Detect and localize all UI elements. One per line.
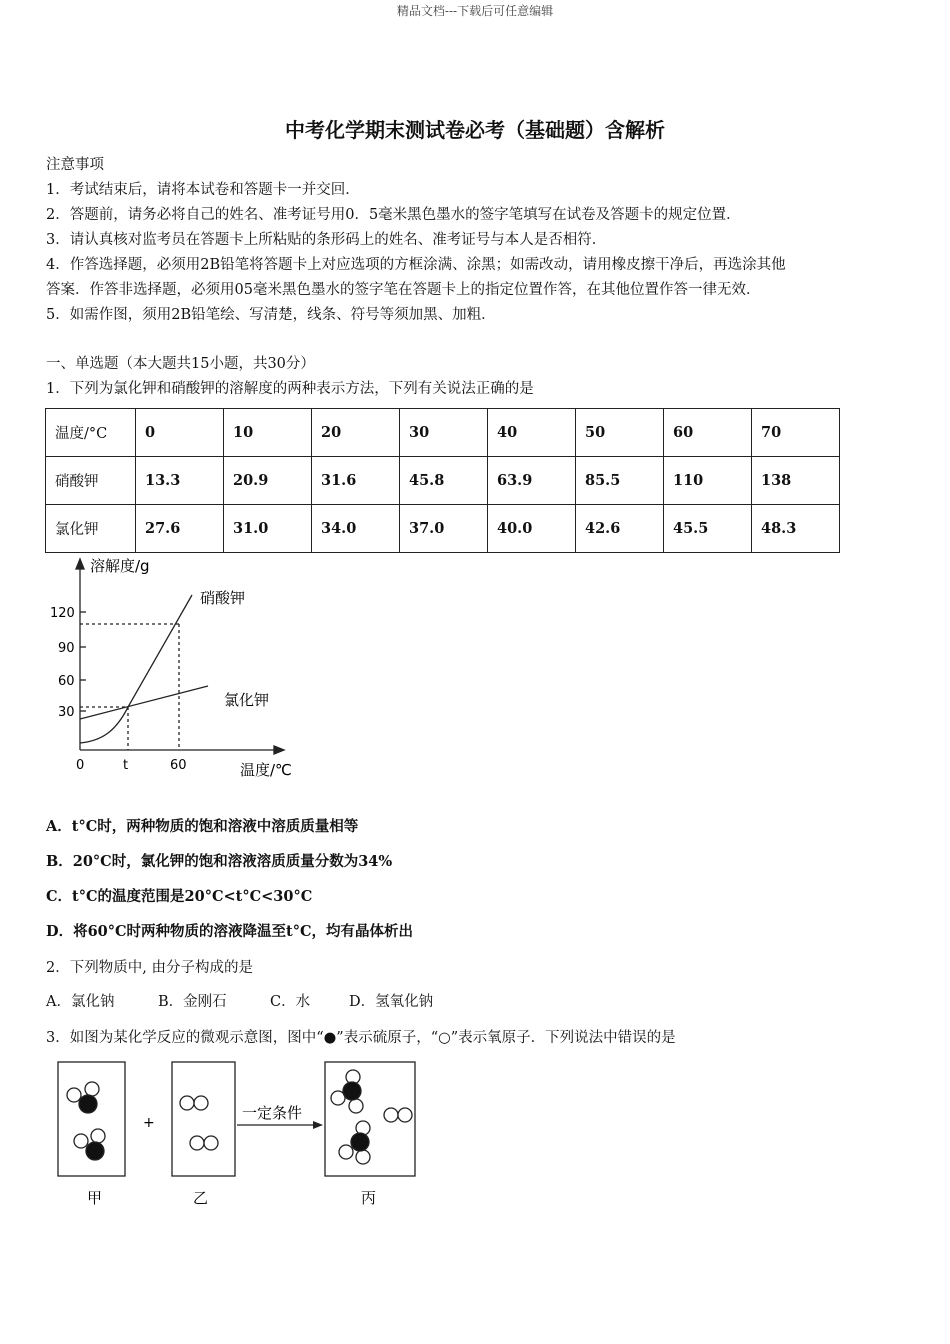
table-cell: 85.5 xyxy=(576,457,664,505)
notice-item: 3．请认真核对监考员在答题卡上所粘贴的条形码上的姓名、准考证号与本人是否相符． xyxy=(46,232,607,248)
question-2-option-b: B．金刚石 xyxy=(158,994,227,1010)
y-tick-label: 60 xyxy=(58,674,75,689)
solubility-table xyxy=(45,408,840,553)
question-3-stem: 3．如图为某化学反应的微观示意图，图中“●”表示硫原子，“○”表示氧原子．下列说法中错误的是 xyxy=(46,1030,676,1046)
y-axis-arrow xyxy=(76,559,84,569)
label-bing: 丙 xyxy=(361,1189,377,1207)
oxygen-atom xyxy=(180,1096,194,1110)
label-yi: 乙 xyxy=(193,1189,209,1207)
condition-label: 一定条件 xyxy=(242,1104,303,1122)
oxygen-atom xyxy=(85,1082,99,1096)
plus-sign: + xyxy=(143,1115,155,1131)
oxygen-atom xyxy=(339,1145,353,1159)
table-cell: 31.0 xyxy=(224,505,312,553)
notice-item: 1．考试结束后，请将本试卷和答题卡一并交回． xyxy=(46,182,360,198)
option-d: D．将60°C时两种物质的溶液降温至t°C，均有晶体析出 xyxy=(46,923,414,940)
table-cell: 70 xyxy=(752,409,840,457)
table-cell: 40 xyxy=(488,409,576,457)
option-b: B．20°C时，氯化钾的饱和溶液溶质质量分数为34% xyxy=(46,853,393,870)
option-c: C．t°C的温度范围是20°C<t°C<30°C xyxy=(46,888,313,905)
y-tick-label: 30 xyxy=(58,705,75,720)
x-axis-arrow xyxy=(274,746,284,754)
table-row xyxy=(46,505,840,553)
oxygen-atom xyxy=(349,1099,363,1113)
table-cell: 60 xyxy=(664,409,752,457)
reaction-arrowhead xyxy=(313,1121,323,1129)
notice-item: 答案．作答非选择题，必须用05毫米黑色墨水的签字笔在答题卡上的指定位置作答，在其他位置作答一律无效． xyxy=(46,282,761,298)
table-cell: 138 xyxy=(752,457,840,505)
table-cell: 45.5 xyxy=(664,505,752,553)
question-2-option-d: D．氢氧化钠 xyxy=(349,994,434,1010)
x-axis-label: 温度/℃ xyxy=(240,761,292,779)
table-cell: 31.6 xyxy=(312,457,400,505)
notice-item: 4．作答选择题，必须用2B铅笔将答题卡上对应选项的方框涂满、涂黑；如需改动，请用橡皮擦干净后，再选涂其他 xyxy=(46,257,786,273)
x-tick-label: 0 xyxy=(76,758,85,773)
oxygen-atom xyxy=(356,1150,370,1164)
table-cell: 30 xyxy=(400,409,488,457)
oxygen-atom xyxy=(384,1108,398,1122)
oxygen-atom xyxy=(67,1088,81,1102)
table-cell: 硝酸钾 xyxy=(46,457,136,505)
table-cell: 氯化钾 xyxy=(46,505,136,553)
solubility-graph xyxy=(40,555,310,785)
table-row xyxy=(46,409,840,457)
table-cell: 20 xyxy=(312,409,400,457)
table-cell: 110 xyxy=(664,457,752,505)
oxygen-atom xyxy=(74,1134,88,1148)
oxygen-atom xyxy=(91,1129,105,1143)
notice-item: 2．答题前，请务必将自己的姓名、准考证号用0．5毫米黑色墨水的签字笔填写在试卷及答题卡的规定位置． xyxy=(46,207,741,223)
table-cell: 63.9 xyxy=(488,457,576,505)
table-cell: 0 xyxy=(136,409,224,457)
sulfur-atom xyxy=(351,1133,369,1151)
table-cell: 45.8 xyxy=(400,457,488,505)
y-tick-label: 90 xyxy=(58,641,75,656)
sulfur-atom xyxy=(79,1095,97,1113)
x-tick-label: t xyxy=(123,758,129,773)
notice-heading: 注意事项 xyxy=(46,157,104,173)
question-2-option-a: A．氯化钠 xyxy=(46,994,115,1010)
question-1-stem: 1．下列为氯化钾和硝酸钾的溶解度的两种表示方法，下列有关说法正确的是 xyxy=(46,381,534,397)
table-cell: 20.9 xyxy=(224,457,312,505)
table-cell: 27.6 xyxy=(136,505,224,553)
y-tick-label: 120 xyxy=(50,606,75,621)
curve-kcl xyxy=(80,686,208,719)
section-heading: 一、单选题（本大题共15小题，共30分） xyxy=(46,356,315,372)
table-cell: 40.0 xyxy=(488,505,576,553)
page-title: 中考化学期末测试卷必考（基础题）含解析 xyxy=(285,118,665,142)
table-cell: 13.3 xyxy=(136,457,224,505)
table-cell: 10 xyxy=(224,409,312,457)
sulfur-atom xyxy=(343,1082,361,1100)
oxygen-atom xyxy=(398,1108,412,1122)
table-row xyxy=(46,457,840,505)
table-cell: 37.0 xyxy=(400,505,488,553)
kcl-label: 氯化钾 xyxy=(224,691,270,709)
page-header: 精品文档---下载后可任意编辑 xyxy=(396,4,554,18)
kno3-label: 硝酸钾 xyxy=(200,589,246,607)
table-cell: 48.3 xyxy=(752,505,840,553)
table-cell: 34.0 xyxy=(312,505,400,553)
box-yi xyxy=(172,1062,235,1176)
option-a: A．t°C时，两种物质的饱和溶液中溶质质量相等 xyxy=(46,818,359,835)
table-cell: 50 xyxy=(576,409,664,457)
question-2-option-c: C．水 xyxy=(270,994,311,1010)
y-axis-label: 溶解度/g xyxy=(90,557,150,575)
notice-item: 5．如需作图，须用2B铅笔绘、写清楚，线条、符号等须加黑、加粗． xyxy=(46,307,496,323)
question-2-stem: 2．下列物质中, 由分子构成的是 xyxy=(46,960,253,976)
reaction-diagram xyxy=(50,1055,430,1215)
oxygen-atom xyxy=(204,1136,218,1150)
oxygen-atom xyxy=(190,1136,204,1150)
label-jia: 甲 xyxy=(87,1189,103,1207)
curve-kno3 xyxy=(80,595,192,743)
sulfur-atom xyxy=(86,1142,104,1160)
table-cell: 温度/°C xyxy=(46,409,136,457)
x-tick-label: 60 xyxy=(170,758,187,773)
oxygen-atom xyxy=(194,1096,208,1110)
table-cell: 42.6 xyxy=(576,505,664,553)
